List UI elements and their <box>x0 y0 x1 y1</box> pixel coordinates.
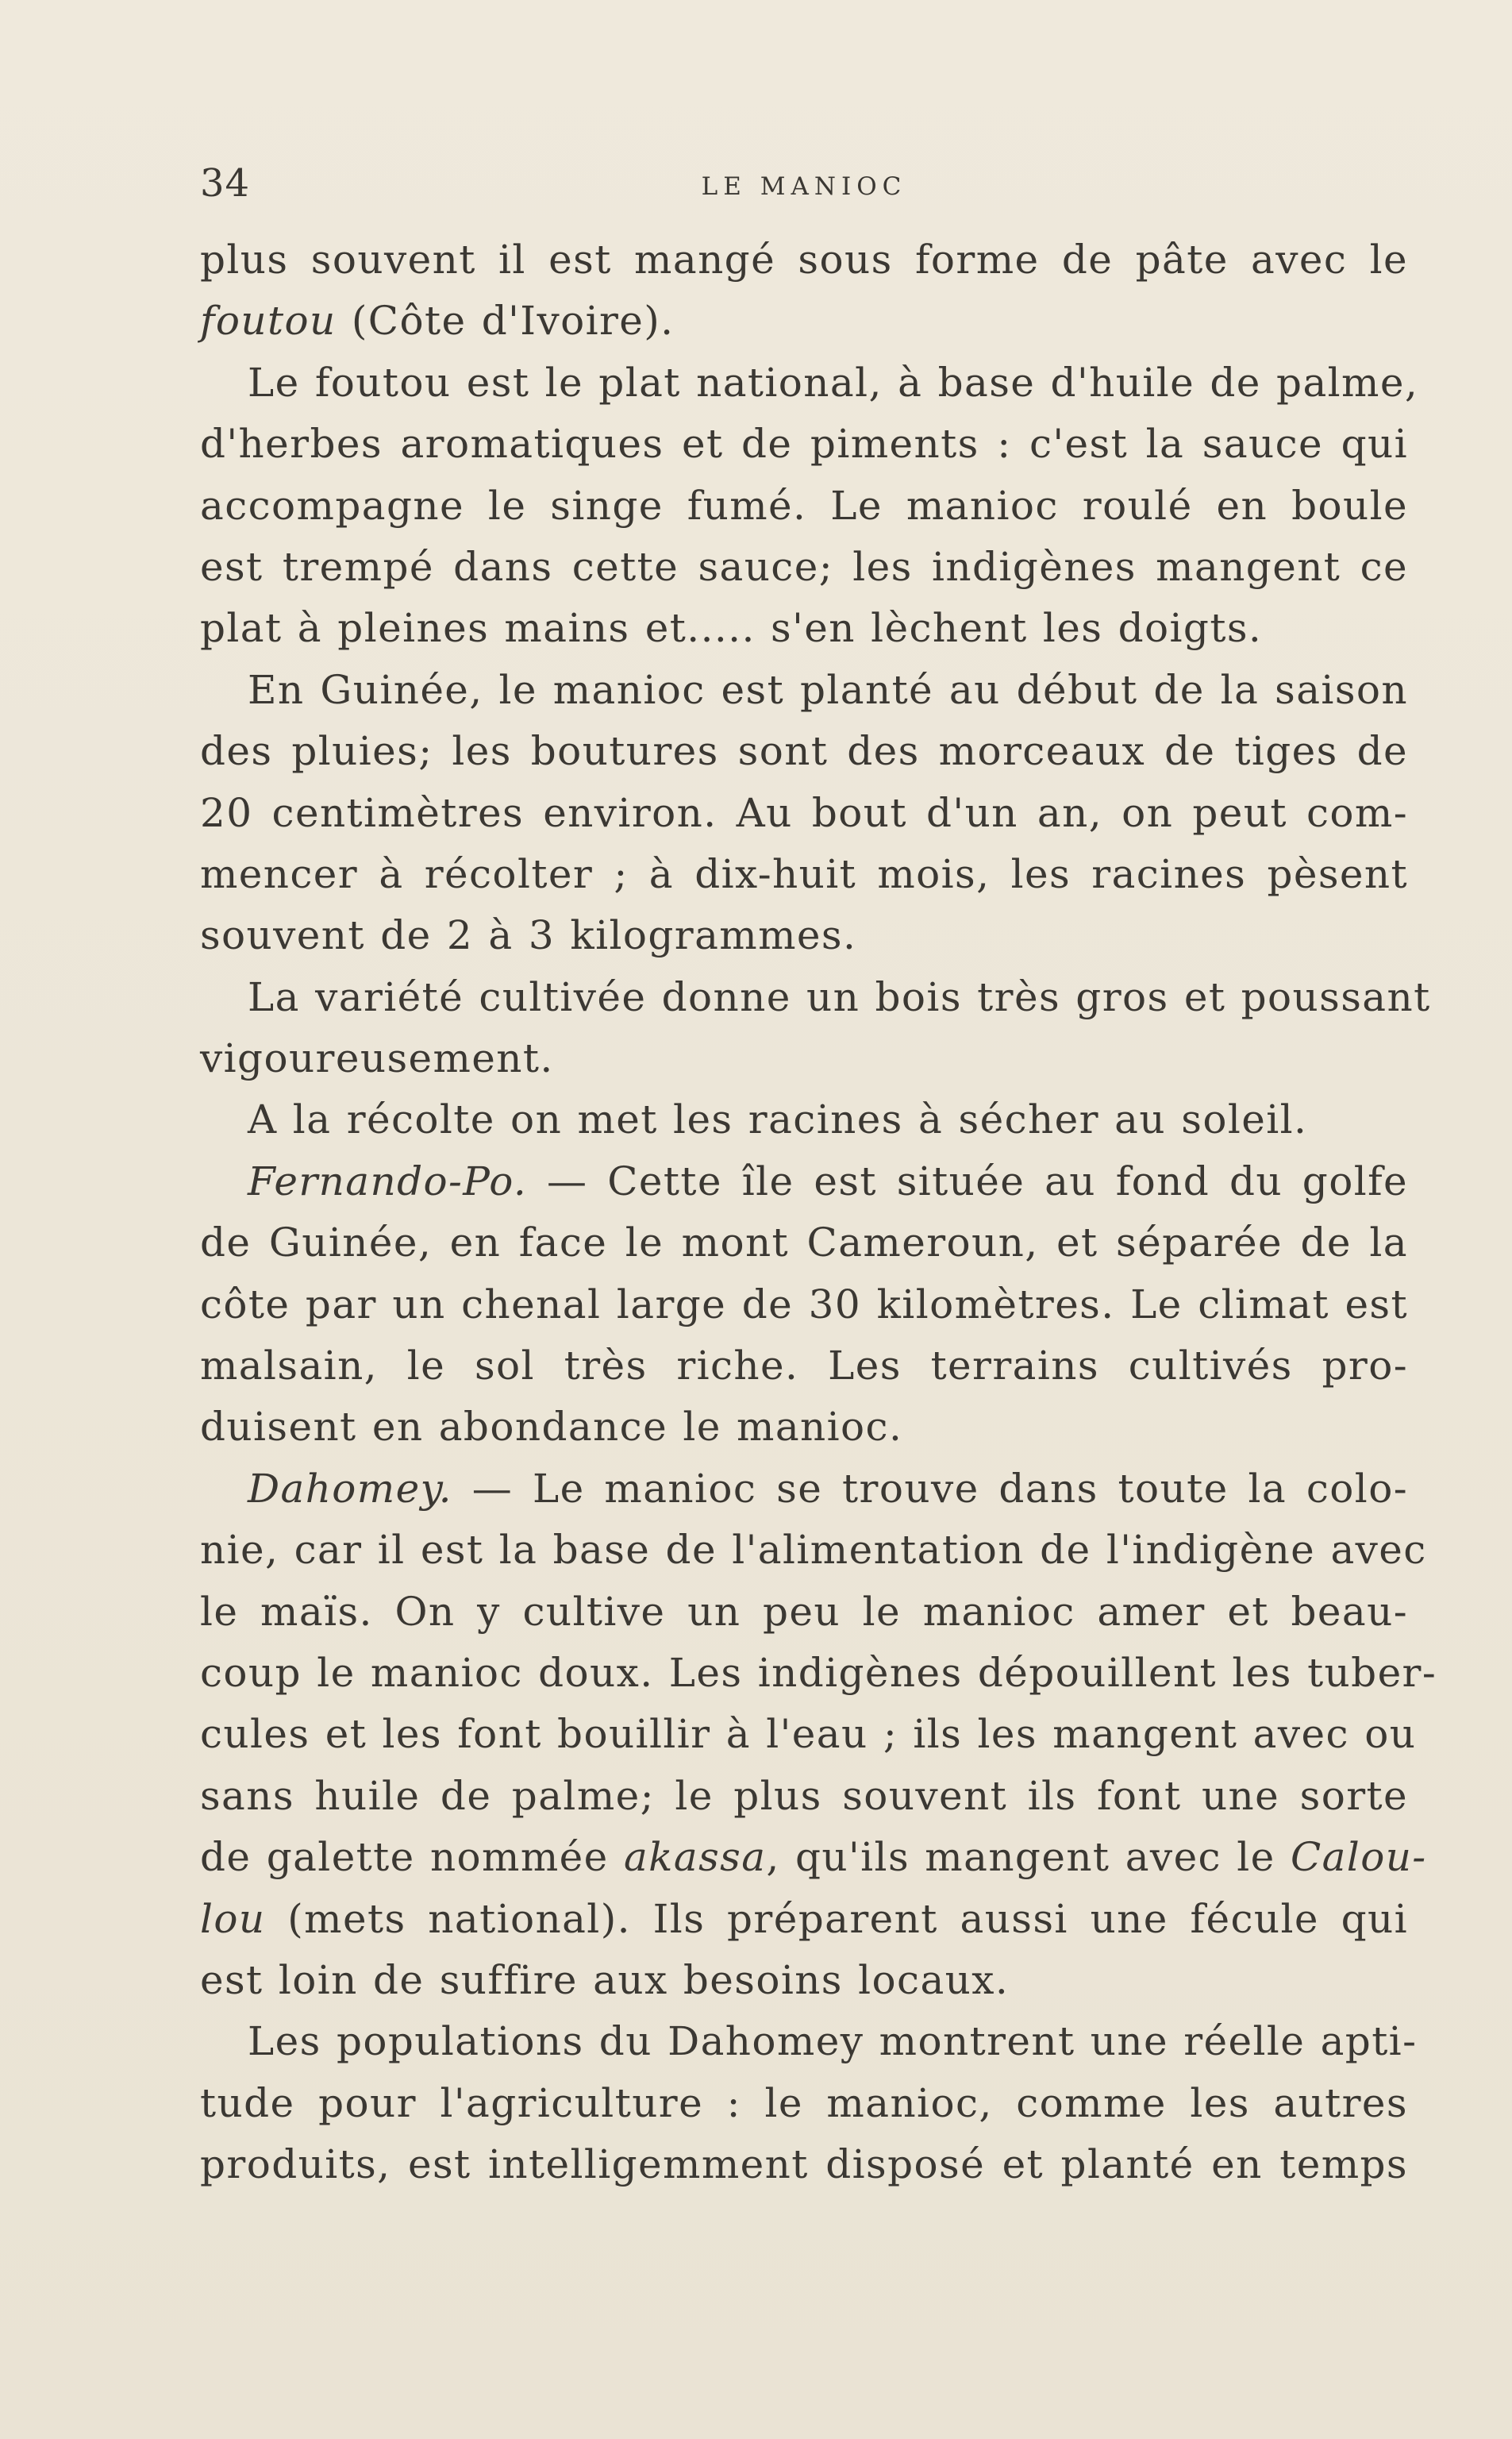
text-line <box>200 291 1408 352</box>
text-segment: cules et les font bouillir à l'eau ; ils les mangent avec ou <box>200 1711 1417 1758</box>
text-line <box>200 1335 1408 1397</box>
page-number: 34 <box>200 161 251 206</box>
text-segment: mencer à récolter ; à dix-huit mois, les racines pèsent <box>200 850 1408 897</box>
text-line <box>200 537 1408 598</box>
text-line <box>200 353 1419 414</box>
text-segment: (Côte d'Ivoire). <box>336 298 675 345</box>
text-segment: de Guinée, en face le mont Cameroun, et séparée de la <box>200 1220 1408 1266</box>
text-line <box>200 660 1408 721</box>
text-line <box>200 1151 1408 1212</box>
text-line <box>200 1458 1408 1520</box>
text-line <box>200 1889 1408 1950</box>
text-segment: est trempé dans cette sauce; les indigènes mangent ce <box>200 543 1408 590</box>
text-line <box>200 476 1408 537</box>
text-segment: le maïs. On y cultive un peu le manioc amer et beau- <box>200 1588 1408 1635</box>
italic-term: Fernando-Po. <box>248 1158 528 1204</box>
body-text <box>200 229 1437 2196</box>
text-segment: de galette nommée <box>200 1834 624 1881</box>
text-segment: vigoureusement. <box>200 1035 554 1082</box>
italic-term: foutou <box>200 298 337 345</box>
text-line <box>200 2134 1408 2195</box>
text-line <box>200 2011 1418 2072</box>
running-header <box>200 156 1408 211</box>
text-segment: — Le manioc se trouve dans toute la colo- <box>452 1465 1408 1512</box>
text-line <box>200 1028 1408 1089</box>
text-segment: souvent de 2 à 3 kilogrammes. <box>200 912 857 959</box>
text-segment: sans huile de palme; le plus souvent ils font une sorte <box>200 1772 1408 1819</box>
text-line <box>200 598 1408 659</box>
text-segment: 20 centimètres environ. Au bout d'un an, on peut com- <box>200 789 1408 836</box>
text-line <box>200 844 1408 905</box>
text-line <box>200 1212 1408 1273</box>
text-line <box>200 1643 1437 1704</box>
text-segment: , qu'ils mangent avec le <box>766 1834 1291 1881</box>
text-line <box>200 967 1431 1028</box>
text-line <box>200 1089 1408 1150</box>
italic-term: Dahomey. <box>248 1465 452 1512</box>
text-line <box>200 1704 1417 1765</box>
text-line <box>200 905 1408 966</box>
text-line <box>200 1582 1408 1643</box>
text-segment: nie, car il est la base de l'alimentation de l'indigène avec <box>200 1527 1427 1574</box>
text-line <box>200 1397 1408 1458</box>
text-segment: En Guinée, le manioc est planté au début de la saison <box>248 666 1408 713</box>
text-line <box>200 229 1408 291</box>
text-segment: — Cette île est située au fond du golfe <box>527 1158 1408 1204</box>
text-segment: Les populations du Dahomey montrent une réelle apti- <box>248 2018 1418 2065</box>
text-line <box>200 1827 1427 1888</box>
text-line <box>200 783 1408 844</box>
text-segment: A la récolte on met les racines à sécher au soleil. <box>248 1096 1308 1143</box>
text-line <box>200 721 1408 782</box>
text-segment: d'herbes aromatiques et de piments : c'est la sauce qui <box>200 421 1408 468</box>
text-line <box>200 2073 1408 2134</box>
text-line <box>200 1950 1408 2011</box>
text-segment: coup le manioc doux. Les indigènes dépouillent les tuber- <box>200 1649 1437 1696</box>
text-segment: tude pour l'agriculture : le manioc, comme les autres <box>200 2079 1408 2126</box>
text-segment: des pluies; les boutures sont des morceaux de tiges de <box>200 728 1408 775</box>
text-segment: Le foutou est le plat national, à base d'huile de palme, <box>248 359 1419 406</box>
running-title: LE MANIOC <box>701 172 907 201</box>
text-line <box>200 1520 1427 1581</box>
text-segment: (mets national). Ils préparent aussi une fécule qui <box>265 1895 1408 1942</box>
text-segment: produits, est intelligemment disposé et planté en temps <box>200 2141 1408 2188</box>
text-segment: est loin de suffire aux besoins locaux. <box>200 1956 1010 2003</box>
text-segment: plat à pleines mains et..... s'en lèchent les doigts. <box>200 605 1263 652</box>
text-segment: accompagne le singe fumé. Le manioc roulé en boule <box>200 482 1408 529</box>
text-segment: duisent en abondance le manioc. <box>200 1404 903 1451</box>
text-segment: plus souvent il est mangé sous forme de pâte avec le <box>200 237 1408 283</box>
text-line <box>200 1274 1408 1335</box>
text-segment: malsain, le sol très riche. Les terrains cultivés pro- <box>200 1343 1408 1389</box>
text-segment: La variété cultivée donne un bois très gros et poussant <box>248 973 1431 1020</box>
text-segment: côte par un chenal large de 30 kilomètres. Le climat est <box>200 1281 1408 1327</box>
text-line <box>200 1766 1408 1827</box>
italic-term: akassa <box>623 1834 767 1881</box>
italic-term: Calou- <box>1290 1834 1427 1881</box>
text-line <box>200 414 1408 475</box>
italic-term: lou <box>200 1895 266 1942</box>
